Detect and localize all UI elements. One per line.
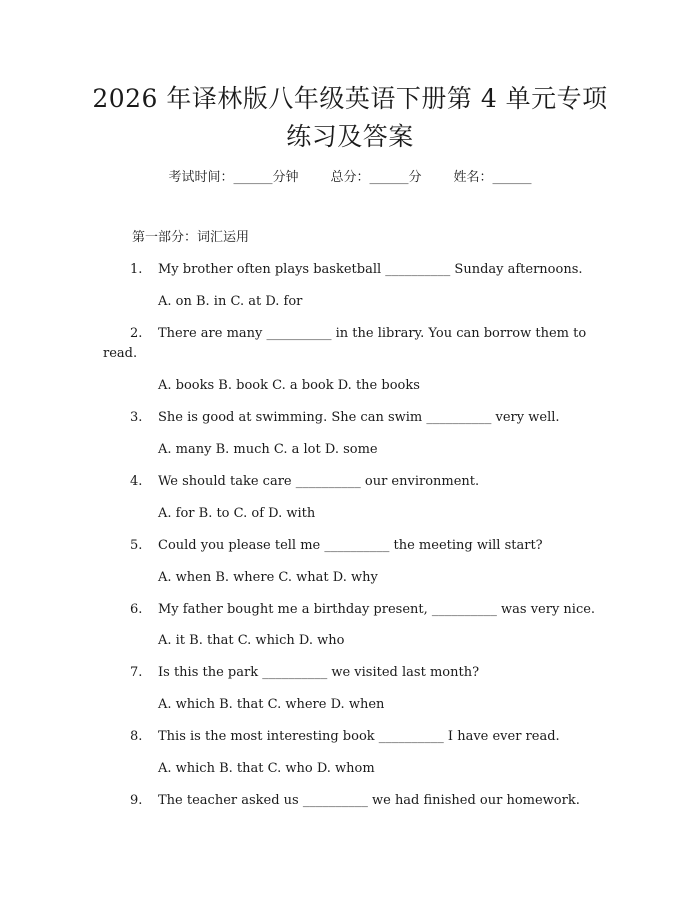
total-score-field: 总分：______分 [330,170,422,185]
question-number: 2. [130,326,143,341]
question-options: A. for B. to C. of D. with [158,506,316,521]
question-number: 5. [130,538,143,553]
section-heading: 第一部分：词汇运用 [132,230,250,245]
question-text: The teacher asked us __________ we had finished our homework. [158,793,580,808]
question-number: 7. [130,665,143,680]
question-text: We should take care __________ our environment. [158,474,480,489]
question-number: 8. [130,729,143,744]
question-number: 1. [130,262,143,277]
question-options: A. books B. book C. a book D. the books [158,378,420,393]
question-number: 4. [130,474,143,489]
page-title-line-1: 2026 年译林版八年级英语下册第 4 单元专项 [92,84,608,113]
student-name-field: 姓名：______ [453,170,532,185]
question-text: This is the most interesting book __________ I have ever read. [158,729,560,744]
exam-meta [0,168,700,188]
question-text: Could you please tell me __________ the meeting will start? [158,538,543,553]
question-text: My brother often plays basketball __________ Sunday afternoons. [158,262,583,277]
page-title-line-2: 练习及答案 [286,122,414,151]
exam-time-field: 考试时间：______分钟 [168,170,299,185]
question-text: My father bought me a birthday present, __________ was very nice. [158,602,596,617]
question-options: A. many B. much C. a lot D. some [158,442,378,457]
question-options: A. which B. that C. who D. whom [158,761,375,776]
question-number: 9. [130,793,143,808]
question-options: A. when B. where C. what D. why [158,570,378,585]
question-options: A. it B. that C. which D. who [158,633,345,648]
question-number: 3. [130,410,143,425]
question-options: A. which B. that C. where D. when [158,697,385,712]
question-text-continued: read. [103,346,138,361]
question-number: 6. [130,602,143,617]
question-text: She is good at swimming. She can swim __________ very well. [158,410,560,425]
question-text: There are many __________ in the library. You can borrow them to [158,326,587,341]
question-text: Is this the park __________ we visited last month? [158,665,480,680]
question-options: A. on B. in C. at D. for [158,294,303,309]
